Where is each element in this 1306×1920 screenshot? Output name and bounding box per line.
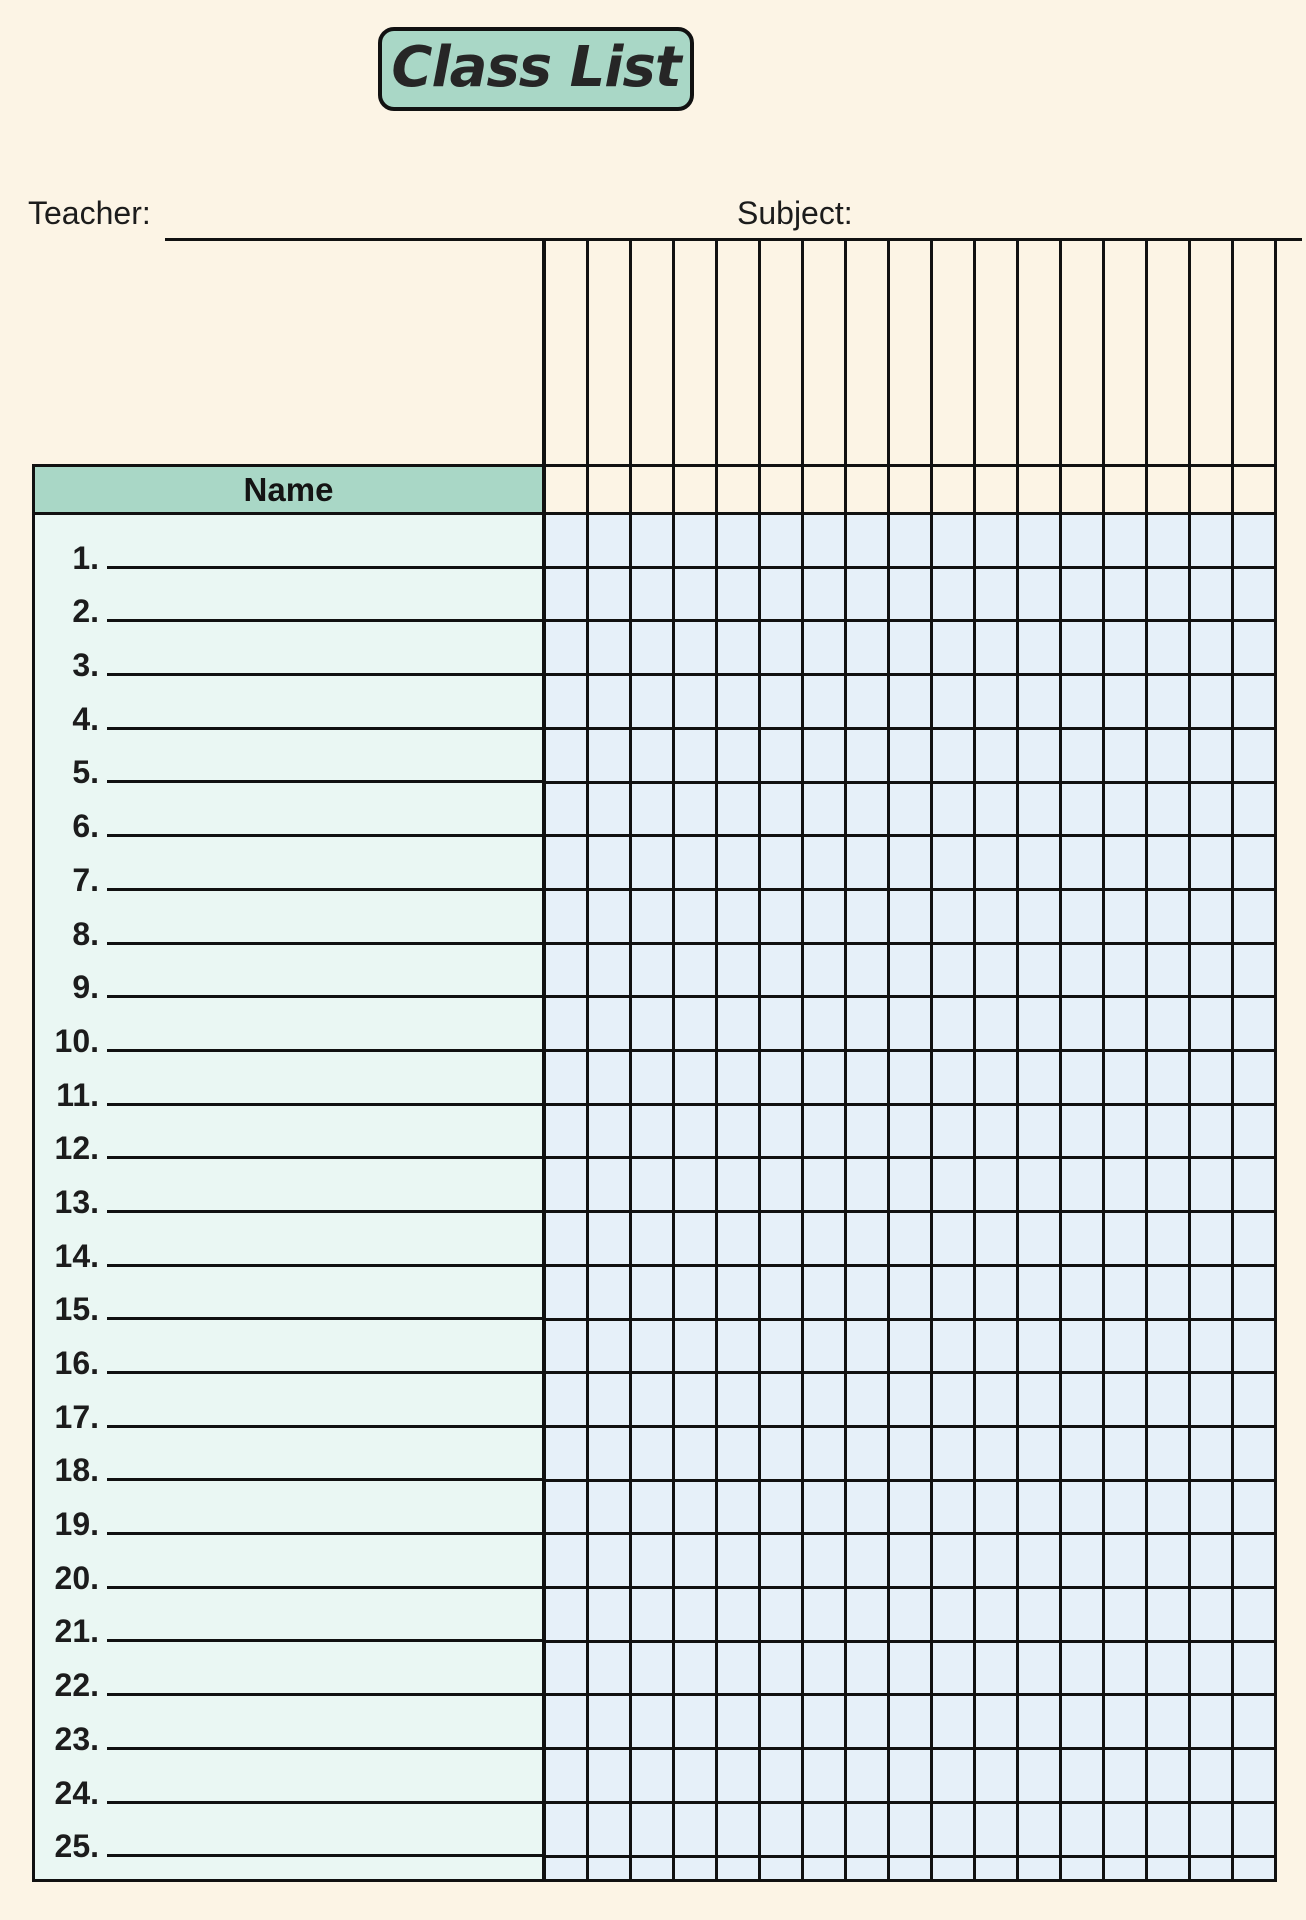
row-number: 4.: [72, 700, 99, 737]
name-input-line[interactable]: [107, 837, 542, 891]
grid-column[interactable]: [629, 515, 672, 1879]
header-row-cell[interactable]: [1059, 467, 1102, 512]
grid-row-line: [546, 1479, 1274, 1482]
header-row-cell[interactable]: [1102, 467, 1145, 512]
name-input-line[interactable]: [107, 676, 542, 730]
row-number: 16.: [54, 1345, 99, 1381]
row-number: 24.: [54, 1774, 99, 1811]
header-row-cell[interactable]: [887, 467, 930, 512]
row-number: 17.: [54, 1398, 99, 1435]
name-row: [35, 1106, 542, 1167]
name-input-line[interactable]: [107, 1320, 542, 1374]
row-number: 8.: [72, 915, 99, 952]
row-number: 19.: [54, 1506, 99, 1543]
row-number: 5.: [72, 754, 99, 791]
name-input-line[interactable]: [107, 622, 542, 676]
grid-row-line: [546, 1693, 1274, 1696]
grid-columns: [546, 515, 1274, 1879]
row-number: 23.: [54, 1720, 99, 1757]
header-row-cell[interactable]: [844, 467, 887, 512]
name-row: [35, 998, 542, 1059]
grid-column[interactable]: [973, 515, 1016, 1879]
header-column-cell[interactable]: [1145, 241, 1188, 464]
grid-row-line: [546, 1640, 1274, 1643]
grid-row-line: [546, 1264, 1274, 1267]
grid-row-line: [546, 1801, 1274, 1804]
name-input-line[interactable]: [107, 1481, 542, 1535]
header-column-cell[interactable]: [801, 241, 844, 464]
name-row: [35, 730, 542, 791]
header-column-cell[interactable]: [546, 241, 586, 464]
name-input-line[interactable]: [107, 945, 542, 999]
header-column-cell[interactable]: [930, 241, 973, 464]
grid-column[interactable]: [758, 515, 801, 1879]
grid-column[interactable]: [1231, 515, 1274, 1879]
grid-row-line: [546, 619, 1274, 622]
grid-row-line: [546, 566, 1274, 569]
header-row-cells: [542, 464, 1277, 515]
name-input-line[interactable]: [107, 569, 542, 623]
grid-row-line: [546, 888, 1274, 891]
row-number: 14.: [54, 1237, 99, 1274]
row-number: 20.: [54, 1559, 99, 1596]
name-row: [35, 1052, 542, 1113]
header-row-cell[interactable]: [586, 467, 629, 512]
name-input-line[interactable]: [107, 1106, 542, 1160]
name-row: [35, 1428, 542, 1489]
name-row: [35, 1481, 542, 1543]
header-row-cell[interactable]: [715, 467, 758, 512]
header-column-cell[interactable]: [1231, 241, 1274, 464]
row-number: 9.: [72, 969, 99, 1006]
name-input-line[interactable]: [107, 1428, 542, 1482]
teacher-label: Teacher:: [28, 195, 151, 231]
name-row: [35, 891, 542, 952]
table-body: [32, 515, 1277, 1882]
name-row: [35, 515, 542, 576]
name-header-label: Name: [243, 470, 334, 508]
row-number: 18.: [54, 1452, 99, 1489]
name-input-line[interactable]: [107, 1750, 542, 1804]
name-row: [35, 1589, 542, 1650]
subject-label: Subject:: [737, 195, 853, 231]
grid-row-line: [546, 942, 1274, 945]
name-row: [35, 945, 542, 1006]
name-row: [35, 622, 542, 684]
row-number: 25.: [54, 1828, 99, 1865]
header-row-cell[interactable]: [801, 467, 844, 512]
header-row-cell[interactable]: [546, 467, 586, 512]
name-row: [35, 1320, 542, 1381]
row-number: 12.: [54, 1130, 99, 1167]
grid-column[interactable]: [1102, 515, 1145, 1879]
header-column-cell[interactable]: [758, 241, 801, 464]
row-number: 22.: [54, 1667, 99, 1704]
grid-column[interactable]: [801, 515, 844, 1879]
page-title: Class List: [391, 34, 681, 100]
row-number: 10.: [54, 1022, 99, 1059]
name-row: [35, 1213, 542, 1274]
header-row-cell[interactable]: [629, 467, 672, 512]
row-number: 1.: [72, 539, 99, 576]
header-row-cell[interactable]: [1145, 467, 1188, 512]
grid-row-line: [546, 1049, 1274, 1052]
row-number: 21.: [54, 1613, 99, 1650]
grid-column[interactable]: [1059, 515, 1102, 1879]
grid-row-line: [546, 781, 1274, 784]
grid-column[interactable]: [1016, 515, 1059, 1879]
grid-row-line: [546, 673, 1274, 676]
header-column-cell[interactable]: [586, 241, 629, 464]
row-number: 3.: [72, 647, 99, 684]
grid-row-line: [546, 727, 1274, 730]
name-input-line[interactable]: [107, 1804, 542, 1858]
row-number: 15.: [54, 1291, 99, 1328]
name-row: [35, 1696, 542, 1757]
row-number: 7.: [72, 861, 99, 898]
name-row: [35, 837, 542, 898]
grid-row-line: [546, 1103, 1274, 1106]
header-row-cell[interactable]: [1016, 467, 1059, 512]
grid-row-line: [546, 1855, 1274, 1858]
row-number: 13.: [54, 1183, 99, 1220]
name-list-area: [35, 515, 542, 1879]
name-input-line[interactable]: [107, 998, 542, 1052]
grid-column[interactable]: [1188, 515, 1231, 1879]
name-row: [35, 1374, 542, 1435]
header-row-cell[interactable]: [1231, 467, 1274, 512]
name-row: [35, 676, 542, 737]
name-row: [35, 1642, 542, 1704]
title-badge: [378, 27, 694, 111]
header-row-cell[interactable]: [930, 467, 973, 512]
name-column-header: [32, 464, 542, 515]
grid-column[interactable]: [887, 515, 930, 1879]
grid-row-line: [546, 834, 1274, 837]
row-number: 11.: [56, 1076, 99, 1113]
name-row: [35, 1159, 542, 1220]
name-input-line[interactable]: [107, 1052, 542, 1106]
name-input-line[interactable]: [107, 1696, 542, 1750]
name-row: [35, 1750, 542, 1811]
name-row: [35, 569, 542, 630]
header-column-cell[interactable]: [672, 241, 715, 464]
name-input-line[interactable]: [107, 891, 542, 945]
header-row-cell[interactable]: [672, 467, 715, 512]
name-input-line[interactable]: [107, 1159, 542, 1213]
header-column-cell[interactable]: [887, 241, 930, 464]
header-column-cell[interactable]: [1102, 241, 1145, 464]
name-input-line[interactable]: [107, 1642, 542, 1696]
name-input-line[interactable]: [107, 1267, 542, 1321]
grid-row-line: [546, 1425, 1274, 1428]
row-number: 2.: [72, 593, 99, 630]
name-row: [35, 783, 542, 845]
grid-column[interactable]: [1145, 515, 1188, 1879]
name-row: [35, 1267, 542, 1328]
name-row: [35, 1535, 542, 1596]
grid-column[interactable]: [546, 515, 586, 1879]
header-column-cell[interactable]: [1188, 241, 1231, 464]
name-input-line[interactable]: [107, 1589, 542, 1643]
header-column-cell[interactable]: [629, 241, 672, 464]
grid-column[interactable]: [672, 515, 715, 1879]
grid-column[interactable]: [930, 515, 973, 1879]
grid-row-line: [546, 1156, 1274, 1159]
name-input-line[interactable]: [107, 515, 542, 569]
column-header-band: [542, 241, 1277, 464]
name-input-line[interactable]: [107, 1374, 542, 1428]
grid-row-line: [546, 1318, 1274, 1321]
grid-row-line: [546, 1586, 1274, 1589]
header-column-cell[interactable]: [844, 241, 887, 464]
grid-row-line: [546, 1371, 1274, 1374]
grid-row-line: [546, 995, 1274, 998]
header-column-cell[interactable]: [1059, 241, 1102, 464]
name-input-line[interactable]: [107, 1535, 542, 1589]
name-input-line[interactable]: [107, 783, 542, 837]
header-row-cell[interactable]: [758, 467, 801, 512]
grid-column[interactable]: [844, 515, 887, 1879]
grid-column[interactable]: [586, 515, 629, 1879]
grid-row-line: [546, 1210, 1274, 1213]
grid-column[interactable]: [715, 515, 758, 1879]
grid-row-line: [546, 1532, 1274, 1535]
mark-grid-area: [542, 515, 1277, 1879]
header-column-cell[interactable]: [973, 241, 1016, 464]
header-column-cell[interactable]: [1016, 241, 1059, 464]
row-number: 6.: [72, 808, 99, 845]
header-row-cell[interactable]: [973, 467, 1016, 512]
header-column-cell[interactable]: [715, 241, 758, 464]
header-row-cell[interactable]: [1188, 467, 1231, 512]
grid-row-line: [546, 1747, 1274, 1750]
name-input-line[interactable]: [107, 1213, 542, 1267]
name-row: [35, 1804, 542, 1865]
name-input-line[interactable]: [107, 730, 542, 784]
